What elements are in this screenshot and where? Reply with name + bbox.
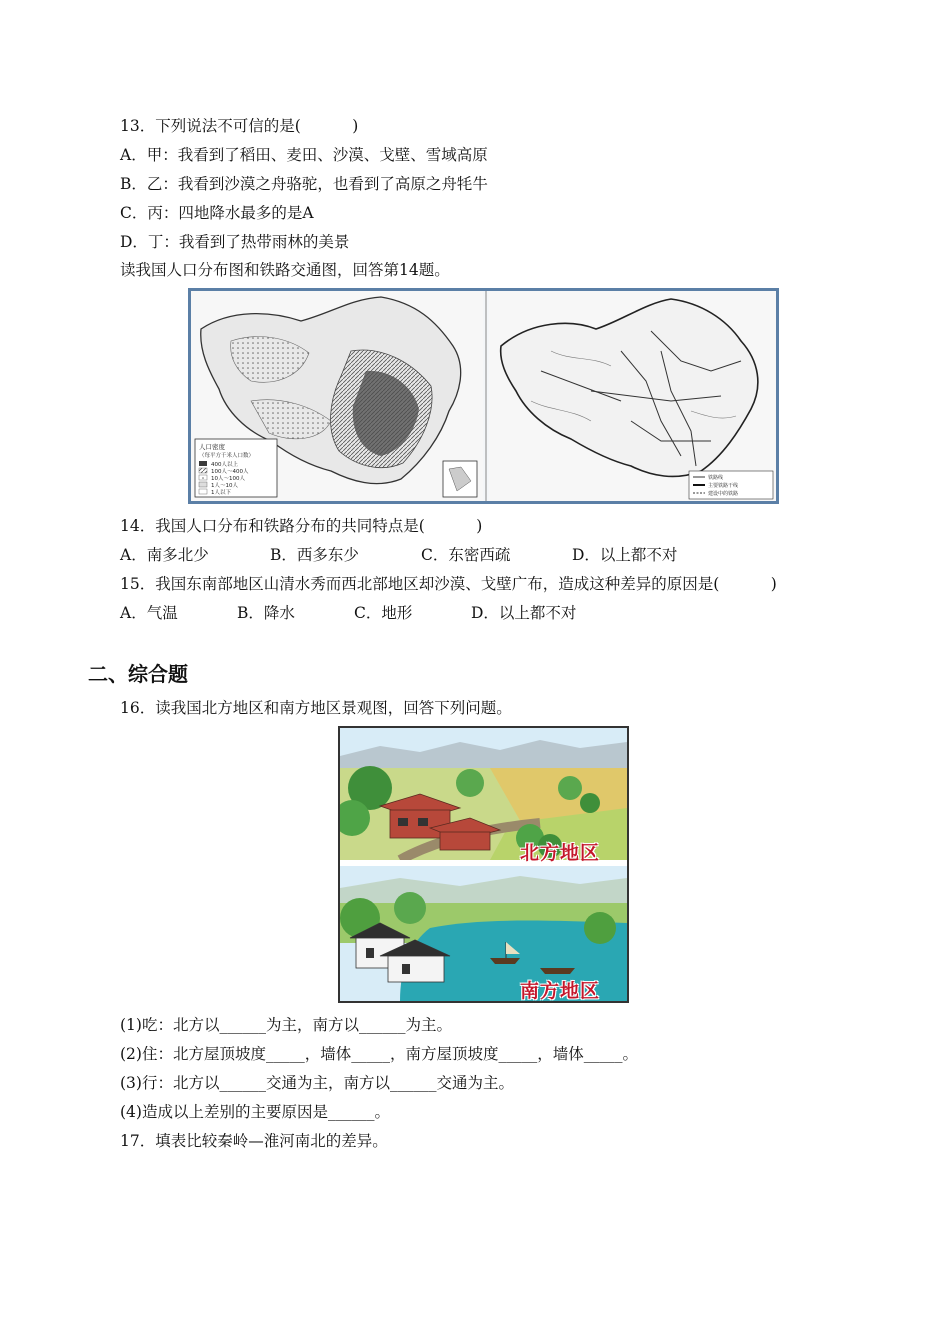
population-map (191, 291, 483, 501)
q14-intro: 读我国人口分布图和铁路交通图，回答第14题。 (120, 261, 450, 279)
q16-sub3: (3)行：北方以______交通为主，南方以______交通为主。 (120, 1074, 514, 1092)
q15-option-a: A．气温 (120, 604, 178, 622)
q14-stem: 14．我国人口分布和铁路分布的共同特点是( ) (120, 517, 483, 535)
railway-legend-item-1: 主要铁路干线 (708, 483, 739, 489)
china-maps-figure (188, 288, 779, 504)
south-region-label: 南方地区 (520, 980, 601, 1002)
q14-option-a: A．南多北少 (120, 546, 209, 564)
population-legend-title: 人口密度 (199, 443, 225, 451)
q13-option-d: D．丁：我看到了热带雨林的美景 (120, 233, 350, 251)
q16-sub4: (4)造成以上差别的主要原因是______。 (120, 1103, 390, 1121)
section-heading: 二、综合题 (88, 662, 188, 686)
population-legend-item-4: 1人以下 (211, 490, 231, 496)
q17-stem: 17．填表比较秦岭—淮河南北的差异。 (120, 1132, 388, 1150)
population-legend-subtitle: （每平方千米人口数） (199, 453, 255, 459)
china-maps-svg (191, 291, 776, 501)
q15-option-b: B．降水 (237, 604, 295, 622)
population-legend-item-3: 1人～10人 (211, 483, 238, 489)
q15-stem: 15．我国东南部地区山清水秀而西北部地区却沙漠、戈壁广布，造成这种差异的原因是( ) (120, 575, 777, 593)
north-south-landscape-figure (338, 726, 629, 1003)
railway-legend-item-2: 建设中的铁路 (708, 491, 739, 497)
population-legend-item-1: 100人～400人 (211, 469, 249, 475)
population-legend-item-2: 10人～100人 (211, 476, 245, 482)
q14-option-d: D．以上都不对 (572, 546, 678, 564)
q16-sub2: (2)住：北方屋顶坡度_____，墙体_____，南方屋顶坡度_____，墙体_____。 (120, 1045, 638, 1063)
q15-option-c: C．地形 (354, 604, 413, 622)
q16-stem: 16．读我国北方地区和南方地区景观图，回答下列问题。 (120, 699, 512, 717)
q13-option-a: A．甲：我看到了稻田、麦田、沙漠、戈壁、雪域高原 (120, 146, 488, 164)
q13-option-b: B．乙：我看到沙漠之舟骆驼，也看到了高原之舟牦牛 (120, 175, 488, 193)
q13-stem: 13．下列说法不可信的是( ) (120, 117, 359, 135)
q16-sub1: (1)吃：北方以______为主，南方以______为主。 (120, 1016, 452, 1034)
q15-option-d: D．以上都不对 (471, 604, 577, 622)
q13-option-c: C．丙：四地降水最多的是A (120, 204, 314, 222)
railway-map (489, 291, 776, 501)
north-region-label: 北方地区 (520, 842, 601, 864)
population-legend-item-0: 400人以上 (211, 462, 238, 468)
railway-legend-item-0: 铁路线 (708, 475, 724, 481)
q14-option-c: C．东密西疏 (421, 546, 511, 564)
q14-option-b: B．西多东少 (270, 546, 359, 564)
